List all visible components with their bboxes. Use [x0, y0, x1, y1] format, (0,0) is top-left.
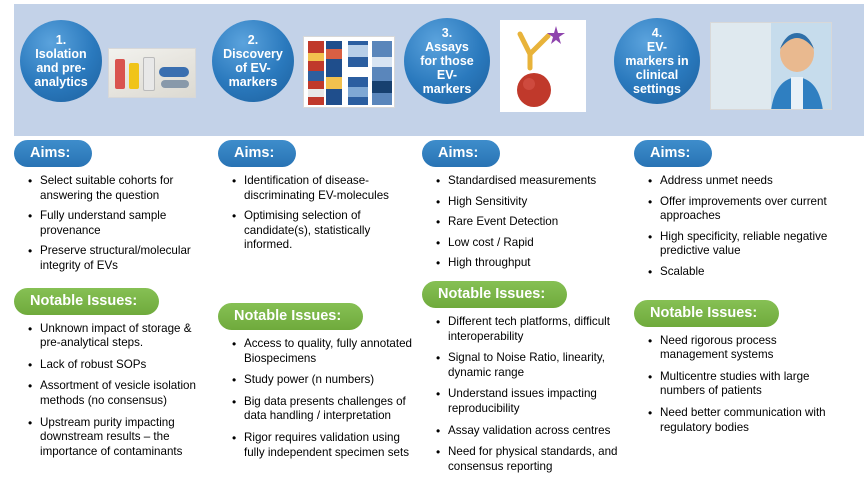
stage-title-4-line-4: settings [633, 82, 681, 96]
list-item: • Scalable [650, 265, 846, 280]
list-item: • Different tech platforms, difficult interoperability [438, 315, 622, 344]
stage-title-4-line-3: clinical [635, 68, 679, 82]
stage-column-4 [634, 140, 846, 489]
stage-number-1: 1. [55, 33, 67, 47]
stage-circle-2[interactable] [212, 20, 294, 102]
stage-thumbnail-1 [108, 48, 196, 98]
list-item: • Need rigorous process management systems [650, 334, 846, 363]
clinician-photo-icon [711, 23, 832, 110]
stage-number-3: 3. [441, 26, 453, 40]
stage-title-3-line-3: EV- [436, 68, 458, 82]
aims-label-4: Aims: [634, 140, 712, 167]
issues-list-1 [14, 322, 210, 460]
notable-issues-label-2: Notable Issues: [218, 303, 363, 330]
issues-block-2 [218, 303, 414, 460]
list-item: • Offer improvements over current approaches [650, 195, 846, 224]
stage-title-4-line-2: markers in [625, 54, 689, 68]
aims-list-1 [14, 174, 210, 274]
stage-title-3-line-1: Assays [425, 40, 469, 54]
issues-list-3 [422, 315, 622, 474]
list-item: • Big data presents challenges of data handling / interpretation [234, 395, 414, 424]
stage-thumbnail-3 [500, 20, 586, 112]
issues-list-4 [634, 334, 846, 436]
list-item: • High throughput [438, 256, 622, 271]
list-item: • Multicentre studies with large numbers of patients [650, 370, 846, 399]
list-item: • Understand issues impacting reproducibility [438, 387, 622, 416]
list-item: • Select suitable cohorts for answering the question [30, 174, 210, 203]
list-item: • Access to quality, fully annotated Biospecimens [234, 337, 414, 366]
notable-issues-label-1: Notable Issues: [14, 288, 159, 315]
list-item: • Need better communication with regulatory bodies [650, 406, 846, 435]
aims-label-2: Aims: [218, 140, 296, 167]
list-item: • Study power (n numbers) [234, 373, 414, 388]
stage-title-2-line-1: Discovery [223, 47, 283, 61]
aims-list-3 [422, 174, 622, 271]
stage-title-2-line-2: of EV- [235, 61, 271, 75]
stage-title-2-line-3: markers [228, 75, 278, 89]
stage-circle-4[interactable] [614, 18, 700, 104]
antibody-assay-icon [500, 20, 586, 112]
stage-thumbnail-2 [303, 36, 395, 108]
list-item: • Preserve structural/molecular integrity of EVs [30, 244, 210, 273]
aims-label-1: Aims: [14, 140, 92, 167]
list-item: • Rigor requires validation using fully independent specimen sets [234, 431, 414, 460]
issues-block-3 [422, 281, 622, 474]
issues-list-2 [218, 337, 414, 460]
notable-issues-label-4: Notable Issues: [634, 300, 779, 327]
stage-circle-1[interactable] [20, 20, 102, 102]
stage-number-2: 2. [247, 33, 259, 47]
workflow-arrow-band [0, 0, 864, 140]
stage-title-4-line-1: EV- [646, 40, 668, 54]
list-item: • Standardised measurements [438, 174, 622, 189]
aims-list-4 [634, 174, 846, 280]
aims-list-2 [218, 174, 414, 253]
list-item: • Low cost / Rapid [438, 236, 622, 251]
aims-label-3: Aims: [422, 140, 500, 167]
list-item: • Rare Event Detection [438, 215, 622, 230]
list-item: • Identification of disease-discriminating EV-molecules [234, 174, 414, 203]
list-item: • Unknown impact of storage & pre-analytical steps. [30, 322, 210, 351]
issues-block-1 [14, 288, 210, 460]
list-item: • Optimising selection of candidate(s), statistically informed. [234, 209, 414, 253]
list-item: • Need for physical standards, and consensus reporting [438, 445, 622, 474]
stage-column-3 [422, 140, 622, 489]
stage-number-4: 4. [651, 26, 663, 40]
stage-title-1-line-2: and pre- [36, 61, 86, 75]
list-item: • Upstream purity impacting downstream results – the importance of contaminants [30, 416, 210, 460]
list-item: • High specificity, reliable negative predictive value [650, 230, 846, 259]
list-item: • High Sensitivity [438, 195, 622, 210]
heatmap-icon [304, 37, 395, 108]
issues-block-4 [634, 300, 846, 436]
stage-title-3-line-2: for those [420, 54, 474, 68]
list-item: • Address unmet needs [650, 174, 846, 189]
list-item: • Assortment of vesicle isolation methods (no consensus) [30, 379, 210, 408]
list-item: • Fully understand sample provenance [30, 209, 210, 238]
stage-column-2 [218, 140, 414, 489]
list-item: • Lack of robust SOPs [30, 358, 210, 373]
list-item: • Signal to Noise Ratio, linearity, dynamic range [438, 351, 622, 380]
stage-title-1-line-3: analytics [34, 75, 88, 89]
stage-column-1 [14, 140, 210, 489]
stage-detail-columns [0, 140, 864, 489]
stage-circle-3[interactable] [404, 18, 490, 104]
stage-thumbnail-4 [710, 22, 832, 110]
stage-title-3-line-4: markers [422, 82, 472, 96]
list-item: • Assay validation across centres [438, 424, 622, 439]
stage-title-1-line-1: Isolation [35, 47, 87, 61]
notable-issues-label-3: Notable Issues: [422, 281, 567, 308]
